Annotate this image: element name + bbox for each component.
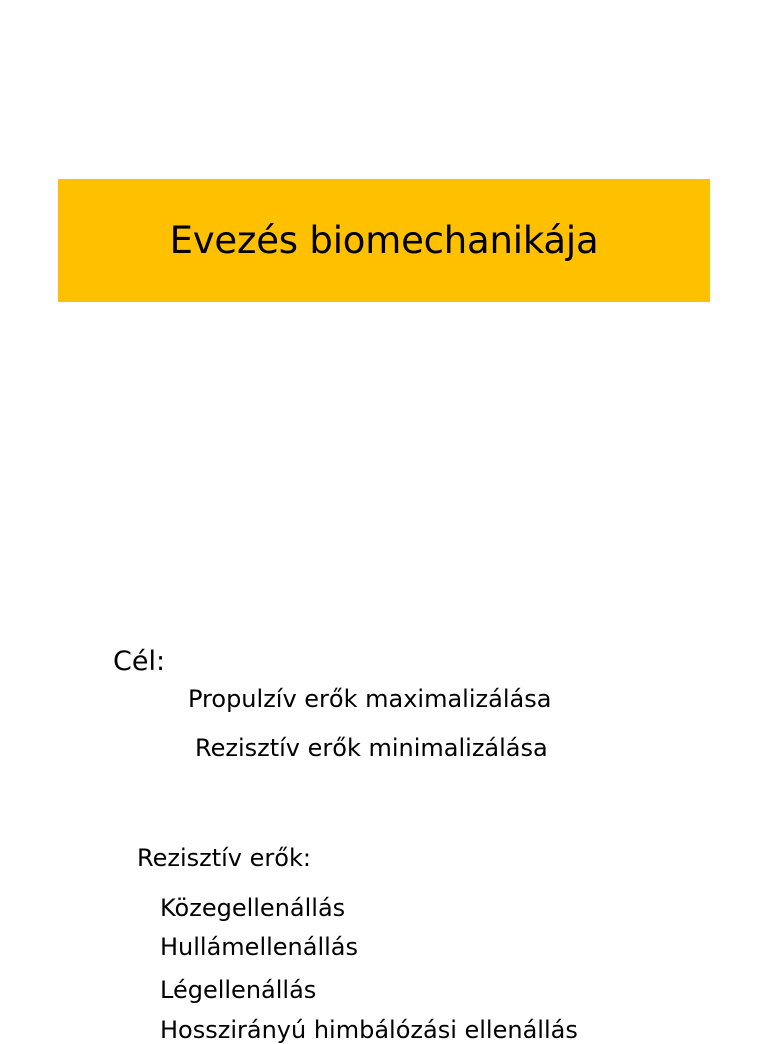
goal-item-propulsive: Propulzív erők maximalizálása (188, 685, 552, 713)
goal-label: Cél: (113, 646, 166, 677)
resistive-forces-label: Rezisztív erők: (137, 844, 311, 872)
title-banner (58, 179, 710, 302)
force-item-wave-resistance: Hullámellenállás (160, 933, 359, 961)
force-item-air-resistance: Légellenállás (160, 976, 317, 1004)
force-item-pitching-resistance: Hosszirányú himbálózási ellenállás (160, 1016, 578, 1044)
goal-item-resistive: Rezisztív erők minimalizálása (195, 734, 548, 762)
page-title: Evezés biomechanikája (169, 219, 599, 262)
force-item-medium-resistance: Közegellenállás (160, 894, 346, 922)
